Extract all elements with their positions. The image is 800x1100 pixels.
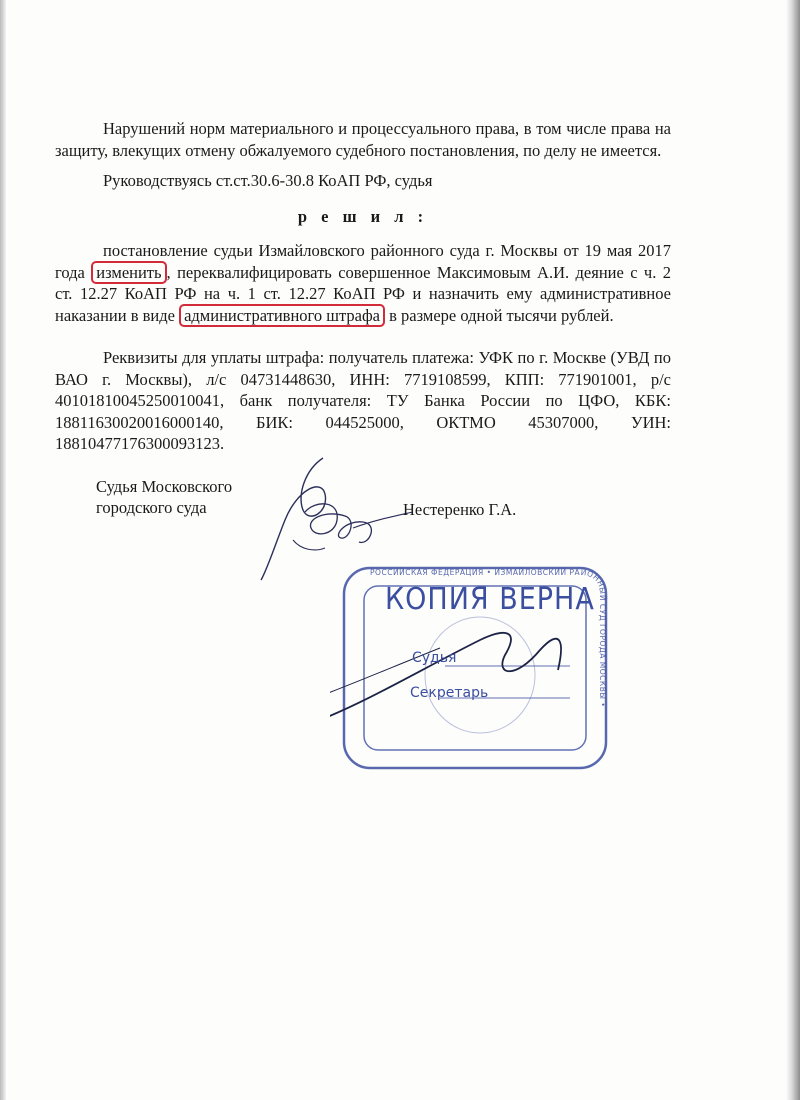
paragraph-ruling	[55, 240, 671, 326]
highlight-fine: административного штрафа	[179, 304, 385, 327]
stamp-secretary-label: Секретарь	[410, 685, 489, 701]
stamp-title: КОПИЯ ВЕРНА	[385, 582, 595, 617]
paragraph-payment-details	[55, 347, 671, 455]
highlight-change: изменить	[91, 261, 166, 284]
judge-name: Нестеренко Г.А.	[403, 500, 517, 519]
judge-title-line2: городского суда	[96, 498, 207, 517]
paragraph-violations-text: Нарушений норм материального и процессуального права, в том числе права на защиту, влекущих отмену обжалуемого судебного постановления, по делу не имеется.	[55, 119, 671, 160]
stamp-ring-text: РОССИЙСКАЯ ФЕДЕРАЦИЯ • ИЗМАЙЛОВСКИЙ РАЙОННЫЙ СУД ГОРОДА МОСКВЫ •	[370, 567, 608, 708]
ruling-part-a: постановление судьи Измайловского районного суда г. Москвы от 19 мая 2017 года	[55, 241, 671, 282]
judge-title-line1: Судья Московского	[96, 477, 233, 496]
decision-heading: р е ш и л :	[297, 207, 429, 226]
ruling-part-b: , переквалифицировать совершенное Максимовым А.И. деяние с ч. 2 ст. 12.27 КоАП РФ на ч. 1 ст. 12.27 КоАП РФ и назначить ему административное наказании в виде	[55, 262, 671, 325]
paragraph-violations	[55, 118, 671, 161]
ruling-part-c: в размере одной тысячи рублей.	[389, 305, 614, 325]
scan-edge-right	[786, 0, 800, 1100]
paragraph-payment-details-text: Реквизиты для уплаты штрафа: получатель платежа: УФК по г. Москве (УВД по ВАО г. Москвы), л/с 04731448630, ИНН: 7719108599, КПП: 771901001, р/с 40101810045250010041, банк получателя: ТУ Банка России по ЦФО, КБК: 18811630020016000140, БИК: 044525000, ОКТМО 45307000, УИН: 18810477176300093123.	[55, 348, 671, 453]
paragraph-guided-by-text: Руководствуясь ст.ст.30.6-30.8 КоАП РФ, судья	[103, 171, 433, 190]
judge-title	[96, 476, 232, 518]
scan-edge-left	[0, 0, 6, 1100]
stamp-judge-label: Судья	[412, 650, 457, 666]
paragraph-guided-by	[55, 170, 671, 192]
paragraph-ruling-text	[55, 240, 671, 326]
